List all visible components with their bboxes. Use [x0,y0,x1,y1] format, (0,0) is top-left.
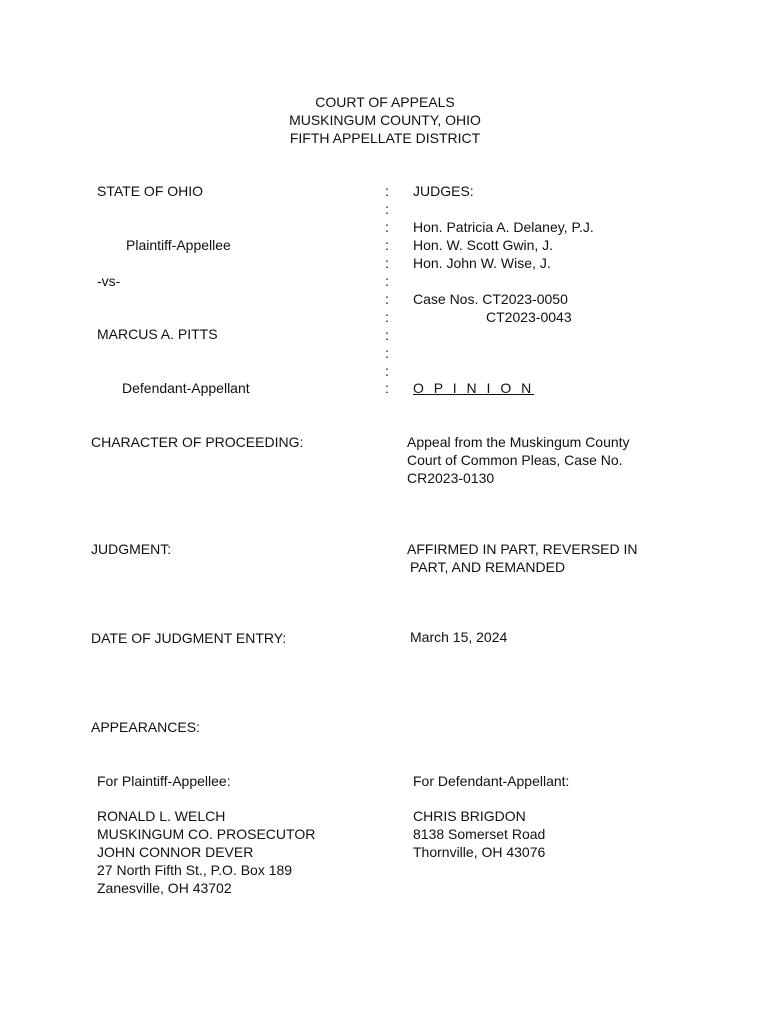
proceeding-label: CHARACTER OF PROCEEDING: [91,434,304,450]
proceeding-line: Court of Common Pleas, Case No. [407,452,623,468]
case-numbers: Case Nos. CT2023-0050 [413,291,568,307]
proceeding-line: Appeal from the Muskingum County [407,434,630,450]
versus-text: -vs- [97,273,121,289]
caption-colon: : [385,201,389,217]
caption-colon: : [385,309,389,325]
judge-name: Hon. John W. Wise, J. [413,255,551,271]
appearances-heading: APPEARANCES: [91,719,200,735]
plaintiff-counsel-line: 27 North Fifth St., P.O. Box 189 [97,862,293,878]
plaintiff-counsel-line: MUSKINGUM CO. PROSECUTOR [97,826,316,842]
caption-colon: : [385,327,389,343]
judgment-label: JUDGMENT: [91,541,172,557]
caption-colon: : [385,363,389,379]
proceeding-line: CR2023-0130 [407,470,495,486]
plaintiff-counsel-line: RONALD L. WELCH [97,808,226,824]
judgment-line: AFFIRMED IN PART, REVERSED IN [407,541,638,557]
court-county: MUSKINGUM COUNTY, OHIO [289,112,481,128]
defendant-role: Defendant-Appellant [122,380,250,396]
date-label: DATE OF JUDGMENT ENTRY: [91,630,287,646]
case-number-2: CT2023-0043 [486,309,572,325]
plaintiff-counsel-heading: For Plaintiff-Appellee: [97,773,231,789]
defendant-name: MARCUS A. PITTS [97,326,218,342]
plaintiff-counsel-line: Zanesville, OH 43702 [97,880,232,896]
judges-label: JUDGES: [413,183,474,199]
opinion-title: O P I N I O N [413,380,535,396]
caption-colon: : [385,273,389,289]
caption-colon: : [385,183,389,199]
plaintiff-counsel-line: JOHN CONNOR DEVER [97,844,254,860]
caption-colon: : [385,345,389,361]
defendant-counsel-line: Thornville, OH 43076 [413,844,546,860]
caption-colon: : [385,380,389,396]
caption-colon: : [385,291,389,307]
plaintiff-name: STATE OF OHIO [97,183,204,199]
judge-name: Hon. Patricia A. Delaney, P.J. [413,219,594,235]
judge-name: Hon. W. Scott Gwin, J. [413,237,554,253]
court-name: COURT OF APPEALS [315,94,455,110]
court-district: FIFTH APPELLATE DISTRICT [289,130,481,146]
judgment-line: PART, AND REMANDED [410,559,566,575]
defendant-counsel-heading: For Defendant-Appellant: [413,773,570,789]
defendant-counsel-line: CHRIS BRIGDON [413,808,526,824]
caption-colon: : [385,219,389,235]
caption-colon: : [385,255,389,271]
date-value: March 15, 2024 [410,629,508,645]
caption-colon: : [385,237,389,253]
defendant-counsel-line: 8138 Somerset Road [413,826,546,842]
plaintiff-role: Plaintiff-Appellee [126,237,231,253]
